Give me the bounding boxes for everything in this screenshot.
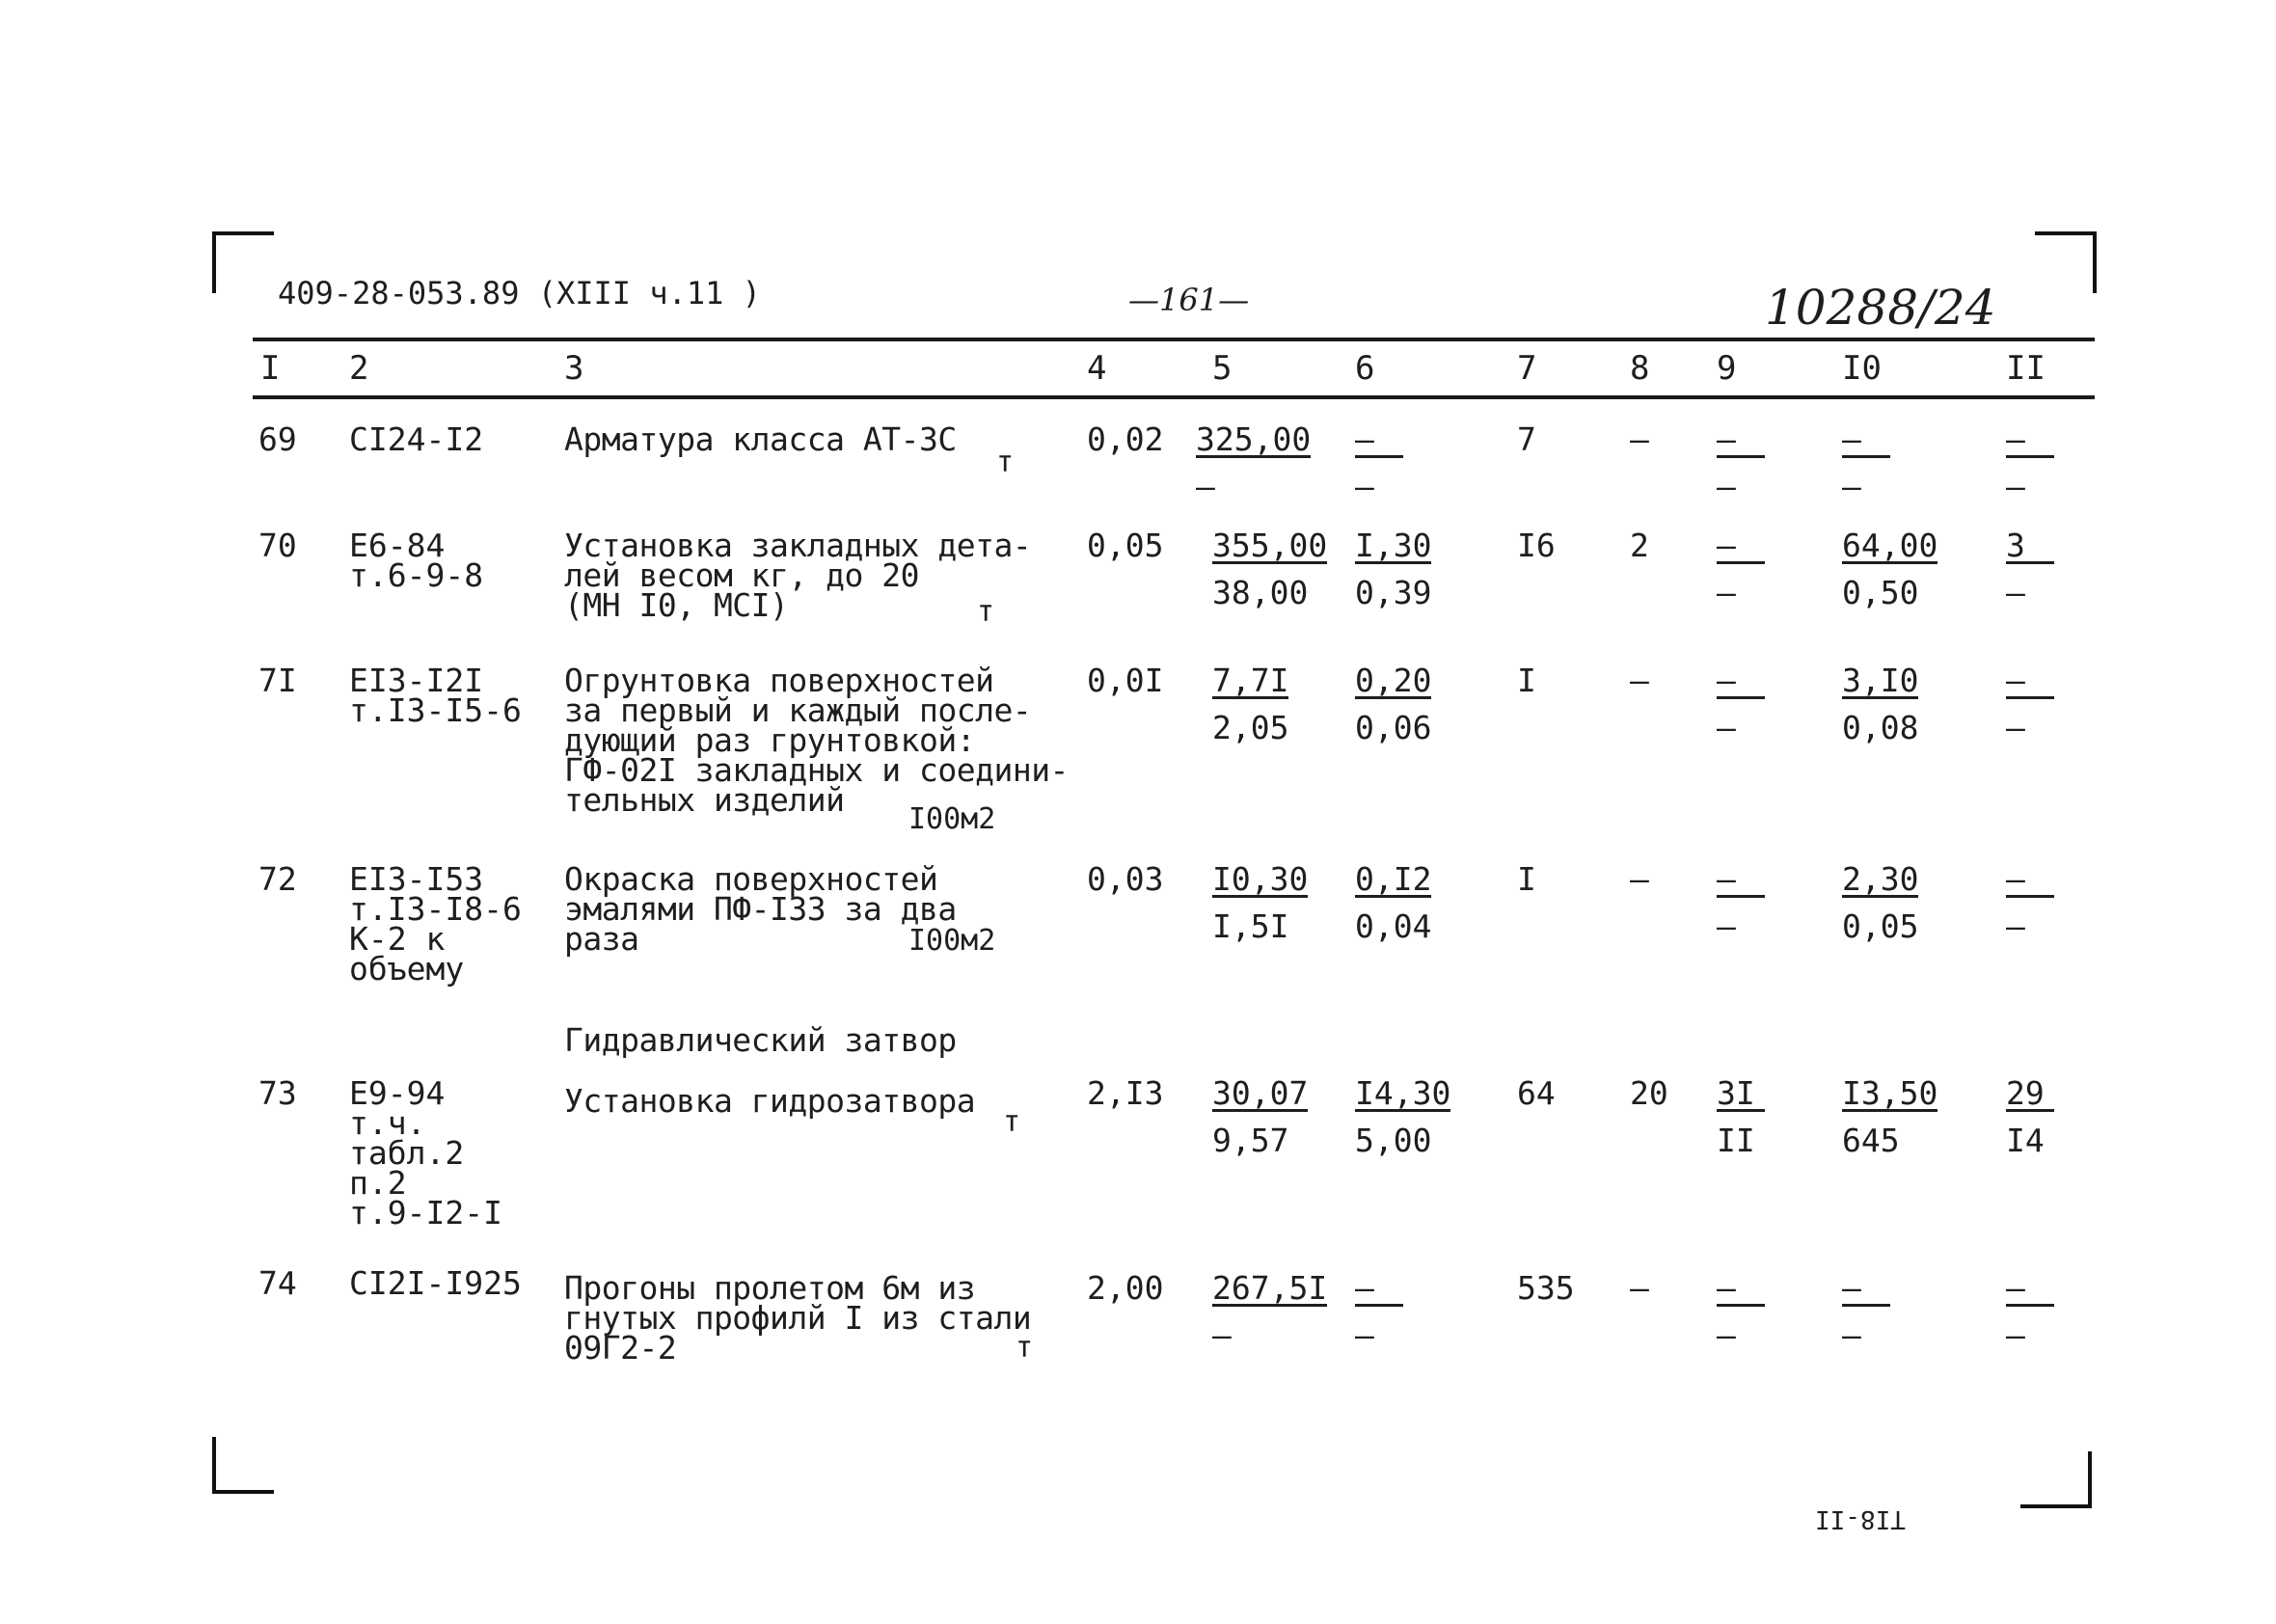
row-73-col9-bottom: II [1717, 1122, 1755, 1159]
row-70-col9-top: – [1717, 530, 1765, 564]
row-73-col6 [1355, 1074, 1451, 1159]
row-70-col6-top: I,30 [1355, 527, 1432, 564]
row-73-col11 [2006, 1074, 2054, 1159]
row-73-col9-top: 3I [1717, 1078, 1765, 1112]
row-69-col5-top: 325,00 [1196, 420, 1312, 458]
row-69-col5 [1196, 420, 1312, 505]
row-73-quantity: 2,I3 [1087, 1074, 1164, 1112]
row-69-col9 [1717, 420, 1765, 505]
row-73-col6-top: I4,30 [1355, 1074, 1451, 1112]
row-71-col11-top: – [2006, 665, 2054, 699]
row-70-col7: I6 [1517, 527, 1556, 564]
footer-sheet-mark: TI8-II [1815, 1504, 1906, 1533]
row-69-col9-bottom: – [1717, 468, 1736, 505]
row-70-col10-top: 64,00 [1842, 527, 1938, 564]
row-70-description: Установка закладных дета- лей весом кг, до 20 (МН I0, МСI) [564, 527, 1032, 624]
row-69-number: 69 [258, 420, 297, 458]
row-71-col11 [2006, 662, 2054, 746]
row-73-col5-top: 30,07 [1212, 1074, 1309, 1112]
row-69-quantity: 0,02 [1087, 420, 1164, 458]
row-69-col8: – [1630, 420, 1649, 458]
row-69-col10-bottom: – [1842, 468, 1861, 505]
row-71-col7: I [1517, 662, 1536, 699]
row-72-col10 [1842, 860, 1919, 945]
row-73-col11-top: 29 [2006, 1078, 2054, 1112]
row-74-col5 [1212, 1269, 1328, 1354]
column-number-5: 5 [1212, 349, 1233, 388]
row-71-number: 7I [258, 662, 297, 699]
row-73-col10-top: I3,50 [1842, 1074, 1938, 1112]
corner-mark-bottom-left [212, 1437, 274, 1494]
row-70-col6 [1355, 527, 1432, 611]
corner-mark-top-right [2035, 231, 2097, 293]
row-71-quantity: 0,0I [1087, 662, 1164, 699]
row-72-code: ЕI3-I53 т.I3-I8-6 К-2 к объему [349, 860, 522, 988]
row-74-unit: т [1016, 1331, 1034, 1365]
row-71-col6-bottom: 0,06 [1355, 709, 1432, 746]
row-74-col11 [2006, 1269, 2054, 1354]
row-70-col6-bottom: 0,39 [1355, 574, 1432, 611]
column-number-7: 7 [1517, 349, 1537, 388]
row-73-col6-bottom: 5,00 [1355, 1122, 1432, 1159]
column-number-8: 8 [1630, 349, 1650, 388]
row-74-col9 [1717, 1269, 1765, 1354]
row-71-col9-top: – [1717, 665, 1765, 699]
row-70-col8: 2 [1630, 527, 1649, 564]
corner-mark-bottom-right [2020, 1451, 2092, 1508]
row-74-description: Прогоны пролетом 6м из гнутых профилй I из стали 09Г2-2 [564, 1269, 1032, 1367]
row-73-code: Е9-94 т.ч. табл.2 п.2 т.9-I2-I [349, 1074, 502, 1232]
row-74-col6 [1355, 1269, 1403, 1354]
column-number-2: 2 [349, 349, 369, 388]
row-73-number: 73 [258, 1074, 297, 1112]
row-72-col11-bottom: – [2006, 907, 2025, 945]
row-72-col6-bottom: 0,04 [1355, 907, 1432, 945]
row-72-col5-bottom: I,5I [1212, 907, 1289, 945]
row-72-col9-bottom: – [1717, 907, 1736, 945]
row-71-col5-top: 7,7I [1212, 662, 1289, 699]
row-71-col10-top: 3,I0 [1842, 662, 1919, 699]
row-70-col11-bottom: – [2006, 574, 2025, 611]
row-73-col7: 64 [1517, 1074, 1556, 1112]
header-bottom-rule [253, 395, 2095, 399]
row-69-col10-top: – [1842, 424, 1890, 458]
column-number-9: 9 [1717, 349, 1737, 388]
row-69-code: CI24-I2 [349, 420, 484, 458]
column-number-10: I0 [1842, 349, 1882, 388]
row-74-col9-top: – [1717, 1273, 1765, 1307]
row-69-col6-top: – [1355, 424, 1403, 458]
row-69-description: Арматура класса АТ-3С [564, 420, 957, 458]
row-71-code: ЕI3-I2I т.I3-I5-6 [349, 662, 522, 729]
row-70-code: Е6-84 т.6-9-8 [349, 527, 484, 594]
row-71-col6-top: 0,20 [1355, 662, 1432, 699]
row-74-col10-bottom: – [1842, 1316, 1861, 1354]
row-72-col9 [1717, 860, 1765, 945]
row-70-col10 [1842, 527, 1938, 611]
row-69-col7: 7 [1517, 420, 1536, 458]
row-74-col5-bottom: – [1212, 1316, 1232, 1354]
row-69-col6 [1355, 420, 1403, 505]
row-71-description: Огрунтовка поверхностей за первый и каждый после- дующий раз грунтовкой: ГФ-02I закладных и соедини- тельных изделий [564, 662, 1069, 819]
column-number-6: 6 [1355, 349, 1375, 388]
row-70-unit: т [977, 595, 995, 629]
row-74-col11-top: – [2006, 1273, 2054, 1307]
row-73-col8: 20 [1630, 1074, 1668, 1112]
row-70-col10-bottom: 0,50 [1842, 574, 1919, 611]
row-72-col11-top: – [2006, 864, 2054, 898]
row-72-col7: I [1517, 860, 1536, 898]
row-69-col5-bottom: – [1196, 468, 1215, 505]
row-70-col5 [1212, 527, 1328, 611]
archive-stamp: 10288/24 [1765, 280, 1996, 336]
row-72-col5-top: I0,30 [1212, 860, 1309, 898]
row-73-unit: т [1003, 1105, 1021, 1139]
row-72-number: 72 [258, 860, 297, 898]
row-74-col6-bottom: – [1355, 1316, 1374, 1354]
row-69-col11-top: – [2006, 424, 2054, 458]
column-number-1: I [260, 349, 281, 388]
row-74-col10 [1842, 1269, 1890, 1354]
row-72-unit: I00м2 [908, 924, 996, 958]
row-73-col10 [1842, 1074, 1938, 1159]
row-71-col10 [1842, 662, 1919, 746]
row-69-col10 [1842, 420, 1890, 505]
row-70-col9 [1717, 527, 1765, 611]
row-69-col11 [2006, 420, 2054, 505]
row-70-number: 70 [258, 527, 297, 564]
row-73-col10-bottom: 645 [1842, 1122, 1900, 1159]
row-70-col5-bottom: 38,00 [1212, 574, 1309, 611]
row-70-col11-top: 3 [2006, 530, 2054, 564]
row-74-col6-top: – [1355, 1273, 1403, 1307]
row-73-description: Установка гидрозатвора [564, 1082, 976, 1120]
column-number-11: II [2006, 349, 2046, 388]
page-number: —161— [1128, 282, 1250, 318]
row-70-quantity: 0,05 [1087, 527, 1164, 564]
row-73-col5 [1212, 1074, 1309, 1159]
row-74-col8: – [1630, 1269, 1649, 1307]
row-74-col9-bottom: – [1717, 1316, 1736, 1354]
row-71-col11-bottom: – [2006, 709, 2025, 746]
column-number-4: 4 [1087, 349, 1107, 388]
row-70-col11 [2006, 527, 2054, 611]
row-72-col11 [2006, 860, 2054, 945]
row-71-col5 [1212, 662, 1289, 746]
row-69-col9-top: – [1717, 424, 1765, 458]
row-72-col8: – [1630, 860, 1649, 898]
row-69-unit: т [996, 446, 1015, 479]
section-title: Гидравлический затвор [564, 1021, 957, 1059]
row-72-description: Окраска поверхностей эмалями ПФ-I33 за два раза [564, 860, 957, 958]
row-72-quantity: 0,03 [1087, 860, 1164, 898]
row-72-col6 [1355, 860, 1432, 945]
column-number-3: 3 [564, 349, 584, 388]
corner-mark-top-left [212, 231, 274, 293]
row-72-col10-top: 2,30 [1842, 860, 1919, 898]
row-71-col9-bottom: – [1717, 709, 1736, 746]
row-73-col11-bottom: I4 [2006, 1122, 2045, 1159]
row-74-quantity: 2,00 [1087, 1269, 1164, 1307]
row-74-col11-bottom: – [2006, 1316, 2025, 1354]
row-74-col5-top: 267,5I [1212, 1269, 1328, 1307]
row-74-col10-top: – [1842, 1273, 1890, 1307]
row-69-col6-bottom: – [1355, 468, 1374, 505]
row-73-col9 [1717, 1074, 1765, 1159]
row-71-col6 [1355, 662, 1432, 746]
row-74-code: CI2I-I925 [349, 1264, 522, 1302]
row-72-col6-top: 0,I2 [1355, 860, 1432, 898]
document-code: 409-28-053.89 (XIII ч.11 ) [278, 275, 761, 311]
row-71-col8: – [1630, 662, 1649, 699]
row-70-col5-top: 355,00 [1212, 527, 1328, 564]
row-71-col10-bottom: 0,08 [1842, 709, 1919, 746]
row-71-col5-bottom: 2,05 [1212, 709, 1289, 746]
row-72-col10-bottom: 0,05 [1842, 907, 1919, 945]
row-72-col9-top: – [1717, 864, 1765, 898]
header-top-rule [253, 338, 2095, 341]
row-71-unit: I00м2 [908, 802, 996, 836]
row-71-col9 [1717, 662, 1765, 746]
row-69-col11-bottom: – [2006, 468, 2025, 505]
row-73-col5-bottom: 9,57 [1212, 1122, 1289, 1159]
row-74-col7: 535 [1517, 1269, 1575, 1307]
row-72-col5 [1212, 860, 1309, 945]
row-70-col9-bottom: – [1717, 574, 1736, 611]
row-74-number: 74 [258, 1264, 297, 1302]
